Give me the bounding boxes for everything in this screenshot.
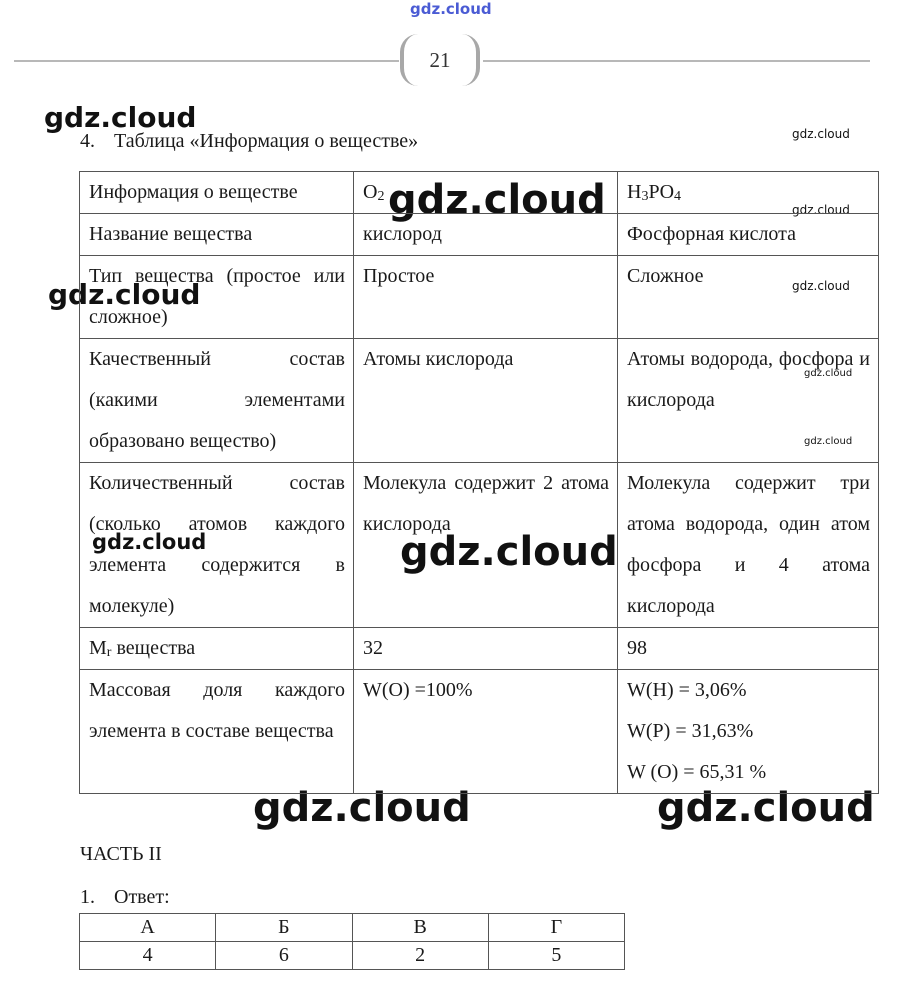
table-cell: В — [352, 914, 488, 942]
table-row — [80, 942, 625, 970]
table-cell: Сложное — [618, 256, 879, 339]
table-cell: Тип вещества (простое или сложное) — [80, 256, 354, 339]
watermark: gdz.cloud — [804, 368, 853, 379]
answer-number: 1. — [80, 886, 95, 908]
table-cell: 32 — [354, 628, 618, 670]
page-number: 21 — [400, 34, 480, 86]
mass-fraction-o: W (O) = 65,31 % — [627, 761, 767, 783]
watermark: gdz.cloud — [44, 101, 197, 134]
table-cell: Массовая доля каждого элемента в составе вещества — [80, 670, 354, 794]
part-title: ЧАСТЬ II — [80, 843, 162, 865]
table-cell: Название вещества — [80, 214, 354, 256]
table-cell: Качественный состав (какими элементами образовано вещество) — [80, 339, 354, 463]
watermark: gdz.cloud — [48, 278, 201, 311]
table-row — [80, 214, 879, 256]
mass-fraction-h: W(H) = 3,06% — [627, 679, 747, 701]
table-row — [80, 670, 879, 794]
table-cell: Информация о веществе — [80, 172, 354, 214]
table-cell: Молекула содержит 2 атома кислорода — [354, 463, 618, 628]
table-row — [80, 256, 879, 339]
table-cell: 4 — [80, 942, 216, 970]
table-cell: А — [80, 914, 216, 942]
header-rule-right — [483, 60, 870, 62]
answer-table — [79, 913, 625, 970]
mass-fraction-p: W(P) = 31,63% — [627, 720, 754, 742]
watermark: gdz.cloud — [657, 785, 875, 831]
watermark: gdz.cloud — [792, 279, 850, 293]
table-cell — [354, 172, 618, 214]
formula-h3po4: H3PO4 — [627, 181, 682, 204]
table-cell: 6 — [216, 942, 352, 970]
task-number: 4. — [80, 130, 95, 152]
table-cell: 5 — [488, 942, 624, 970]
watermark-top: gdz.cloud — [410, 0, 492, 18]
watermark: gdz.cloud — [792, 127, 850, 141]
table-row — [80, 172, 879, 214]
watermark: gdz.cloud — [804, 436, 853, 447]
table-cell — [618, 172, 879, 217]
header-rule-left — [14, 60, 399, 62]
table-cell: Г — [488, 914, 624, 942]
table-cell — [618, 670, 879, 794]
table-cell: Фосфорная кислота — [618, 214, 879, 256]
table-cell: W(O) =100% — [354, 670, 618, 794]
substance-info-table — [79, 171, 879, 794]
table-cell: Mr вещества — [80, 628, 354, 670]
table-row — [80, 628, 879, 670]
table-cell: 98 — [618, 628, 879, 670]
formula-o2: O2 — [363, 181, 385, 204]
watermark: gdz.cloud — [388, 177, 606, 223]
task-title: Таблица «Информация о веществе» — [114, 130, 419, 152]
table-cell: Атомы кислорода — [354, 339, 618, 463]
table-row — [80, 463, 879, 628]
watermark: gdz.cloud — [792, 203, 850, 217]
table-row — [80, 914, 625, 942]
watermark: gdz.cloud — [253, 785, 471, 831]
table-cell: Молекула содержит три атома водорода, один атом фосфора и 4 атома кислорода — [618, 463, 879, 628]
table-row — [80, 339, 879, 463]
answer-heading — [80, 886, 170, 909]
watermark: gdz.cloud — [400, 529, 618, 575]
table-cell: 2 — [352, 942, 488, 970]
answer-label: Ответ: — [114, 886, 170, 908]
table-cell: кислород — [354, 214, 618, 256]
task-heading — [80, 130, 418, 153]
table-cell: Б — [216, 914, 352, 942]
table-cell: Атомы водорода, фосфора и кислорода — [618, 339, 879, 463]
table-cell: Простое — [354, 256, 618, 339]
watermark: gdz.cloud — [92, 530, 207, 554]
table-cell: Количественный состав (сколько атомов каждого элемента содержится в молекуле) — [80, 463, 354, 628]
